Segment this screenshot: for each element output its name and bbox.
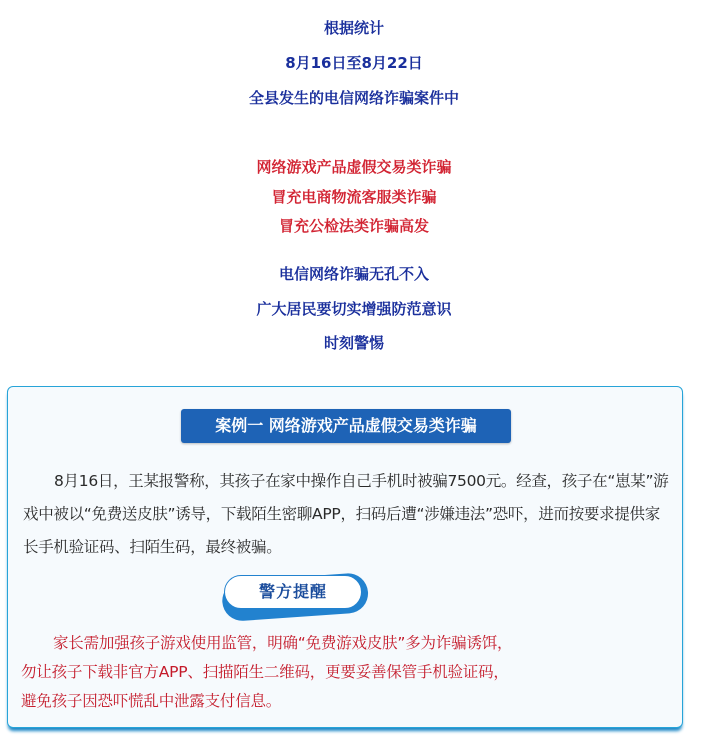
case-description: 8月16日，王某报警称，其孩子在家中操作自己手机时被骗7500元。经查，孩子在“崽某”游戏中被以“免费送皮肤”诱导，下载陌生密聊APP，扫码后遭“涉嫌违法”恐吓，进而按要求提供家长手机验证码、扫陌生码，最终被骗。	[23, 472, 669, 556]
police-reminder-label: 警方提醒	[224, 575, 362, 609]
stat-line-3: 全县发生的电信网络诈骗案件中	[248, 89, 459, 107]
alert-line-3: 时刻警惕	[323, 334, 384, 352]
case-card	[7, 386, 683, 728]
police-reminder-badge	[222, 572, 368, 612]
fraud-type-3: 冒充公检法类诈骗高发	[278, 217, 429, 235]
fraud-type-2: 冒充电商物流客服类诈骗	[271, 188, 437, 206]
stat-line-1: 根据统计	[323, 19, 384, 37]
warning-line-2: 勿让孩子下载非官方APP、扫描陌生二维码，更要妥善保管手机验证码，	[21, 663, 509, 681]
stat-line-2: 8月16日至8月22日	[285, 54, 423, 72]
warning-line-1: 家长需加强孩子游戏使用监管，明确“免费游戏皮肤”多为诈骗诱饵，	[53, 634, 513, 652]
alert-line-2: 广大居民要切实增强防范意识	[256, 300, 452, 318]
warning-line-3: 避免孩子因恐吓慌乱中泄露支付信息。	[21, 692, 282, 710]
alert-line-1: 电信网络诈骗无孔不入	[278, 265, 429, 283]
case-title-banner: 案例一 网络游戏产品虚假交易类诈骗	[181, 409, 511, 443]
fraud-type-1: 网络游戏产品虚假交易类诈骗	[256, 158, 452, 176]
warning-text	[21, 629, 676, 716]
